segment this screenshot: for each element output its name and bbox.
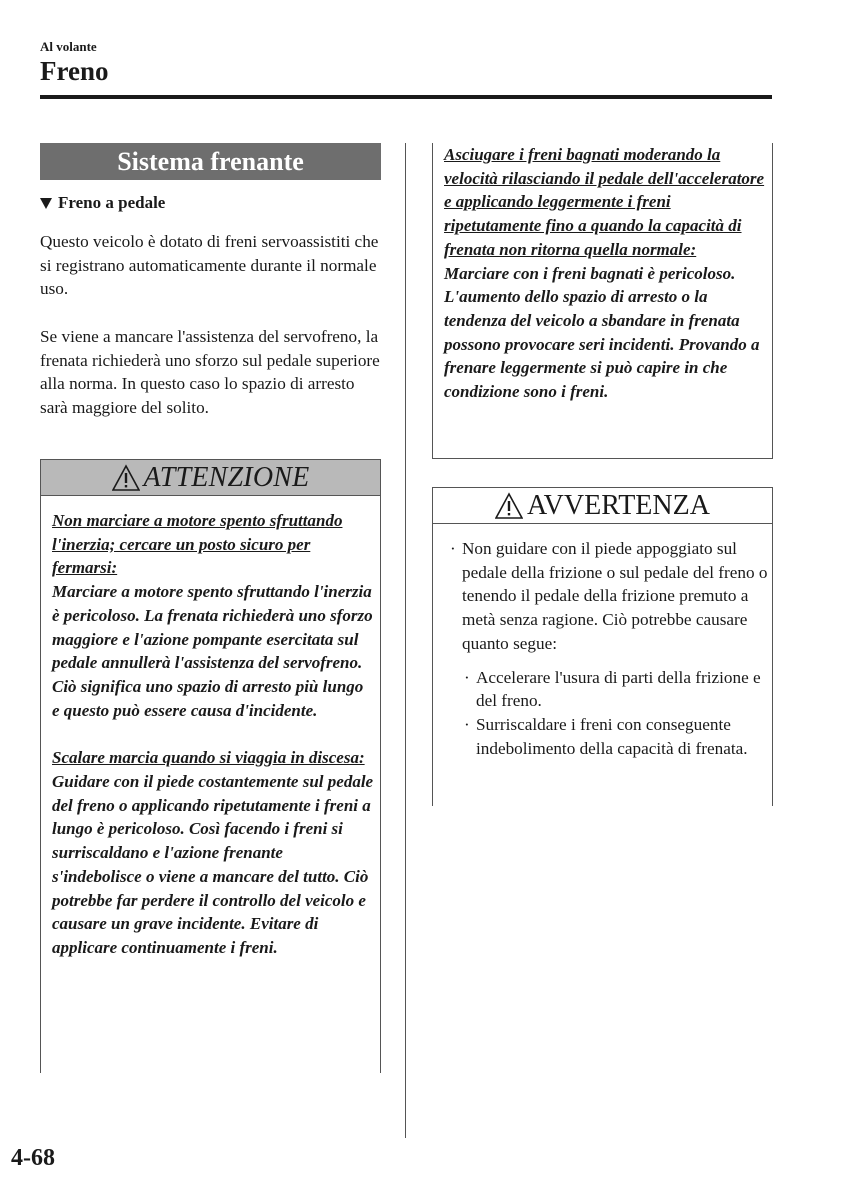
page-number: 4-68 — [11, 1145, 55, 1171]
section-banner: Sistema frenante — [40, 143, 381, 180]
avvertenza-body — [450, 537, 770, 760]
avvertenza-header — [433, 488, 772, 524]
avvertenza-sub1: Accelerare l'usura di parti della frizione e del freno. — [476, 667, 761, 711]
continued-warning-box — [432, 143, 773, 459]
paragraph-2: Se viene a mancare l'assistenza del servofreno, la frenata richiederà uno sforzo sul pedale superiore alla norma. In questo caso lo spazio di arresto sarà maggiore del solito. — [40, 327, 380, 417]
continued-warning-body — [444, 143, 766, 404]
attenzione-box — [40, 459, 381, 1073]
sub-list — [450, 666, 770, 761]
attenzione-body — [52, 509, 374, 960]
continued-body: Marciare con i freni bagnati è pericoloso. L'aumento dello spazio di arresto o la tendenza del veicolo a sbandare in frenata possono provocare seri incidenti. Provando a frenare leggermente si può capire in che condizione sono i freni. — [444, 263, 760, 402]
list-item — [464, 666, 770, 713]
warning-triangle-icon — [495, 492, 523, 520]
avvertenza-box — [432, 487, 773, 806]
avvertenza-title: AVVERTENZA — [527, 489, 710, 521]
attenzione-item1-body: Marciare a motore spento sfruttando l'inerzia è pericoloso. La frenata richiederà uno sforzo maggiore e l'azione pompante esercitata sul pedale annullerà l'assistenza del servofreno. Ciò significa uno spazio di arresto più lungo e questo può essere causa d'incidente. — [52, 582, 373, 720]
attenzione-item2-body: Guidare con il piede costantemente sul pedale del freno o applicando ripetutamente i freni a lungo è pericoloso. Così facendo i freni si surriscaldano e l'azione frenante s'indebolisce o viene a mancare del tutto. Ciò potrebbe far perdere il controllo del veicolo e causare un grave incidente. Evitare di applicare continuamente i freni. — [52, 772, 374, 957]
triangle-down-icon — [40, 198, 52, 209]
section-label: Al volante — [40, 39, 97, 54]
subheading-text: Freno a pedale — [58, 193, 166, 212]
list-item — [450, 537, 770, 656]
header-rule — [40, 95, 772, 99]
attenzione-header — [41, 460, 380, 496]
attenzione-item1-heading: Non marciare a motore spento sfruttando l'inerzia; cercare un posto sicuro per fermarsi: — [52, 511, 343, 578]
page-title: Freno — [40, 56, 109, 86]
subheading — [40, 193, 165, 213]
bullet-mark: · — [464, 667, 470, 687]
continued-heading: Asciugare i freni bagnati moderando la velocità rilasciando il pedale dell'acceleratore e applicando leggermente i freni ripetutamente fino a quando la capacità di frenata non ritorna quella normale: — [444, 145, 765, 259]
warning-triangle-icon — [112, 464, 140, 492]
avvertenza-sub2: Surriscaldare i freni con conseguente indebolimento della capacità di frenata. — [476, 714, 748, 758]
avvertenza-bullet1: Non guidare con il piede appoggiato sul pedale della frizione o sul pedale del freno o tenendo il pedale della frizione premuto a metà senza ragione. Ciò potrebbe causare quanto segue: — [462, 539, 768, 653]
paragraph-1: Questo veicolo è dotato di freni servoassistiti che si registrano automaticamente durante il normale uso. — [40, 232, 379, 299]
list-item — [464, 713, 770, 760]
attenzione-title: ATTENZIONE — [143, 461, 310, 493]
attenzione-item2-heading: Scalare marcia quando si viaggia in discesa: — [52, 748, 365, 768]
bullet-mark: · — [450, 539, 456, 558]
bullet-mark: · — [464, 714, 470, 734]
column-divider — [405, 143, 406, 1138]
